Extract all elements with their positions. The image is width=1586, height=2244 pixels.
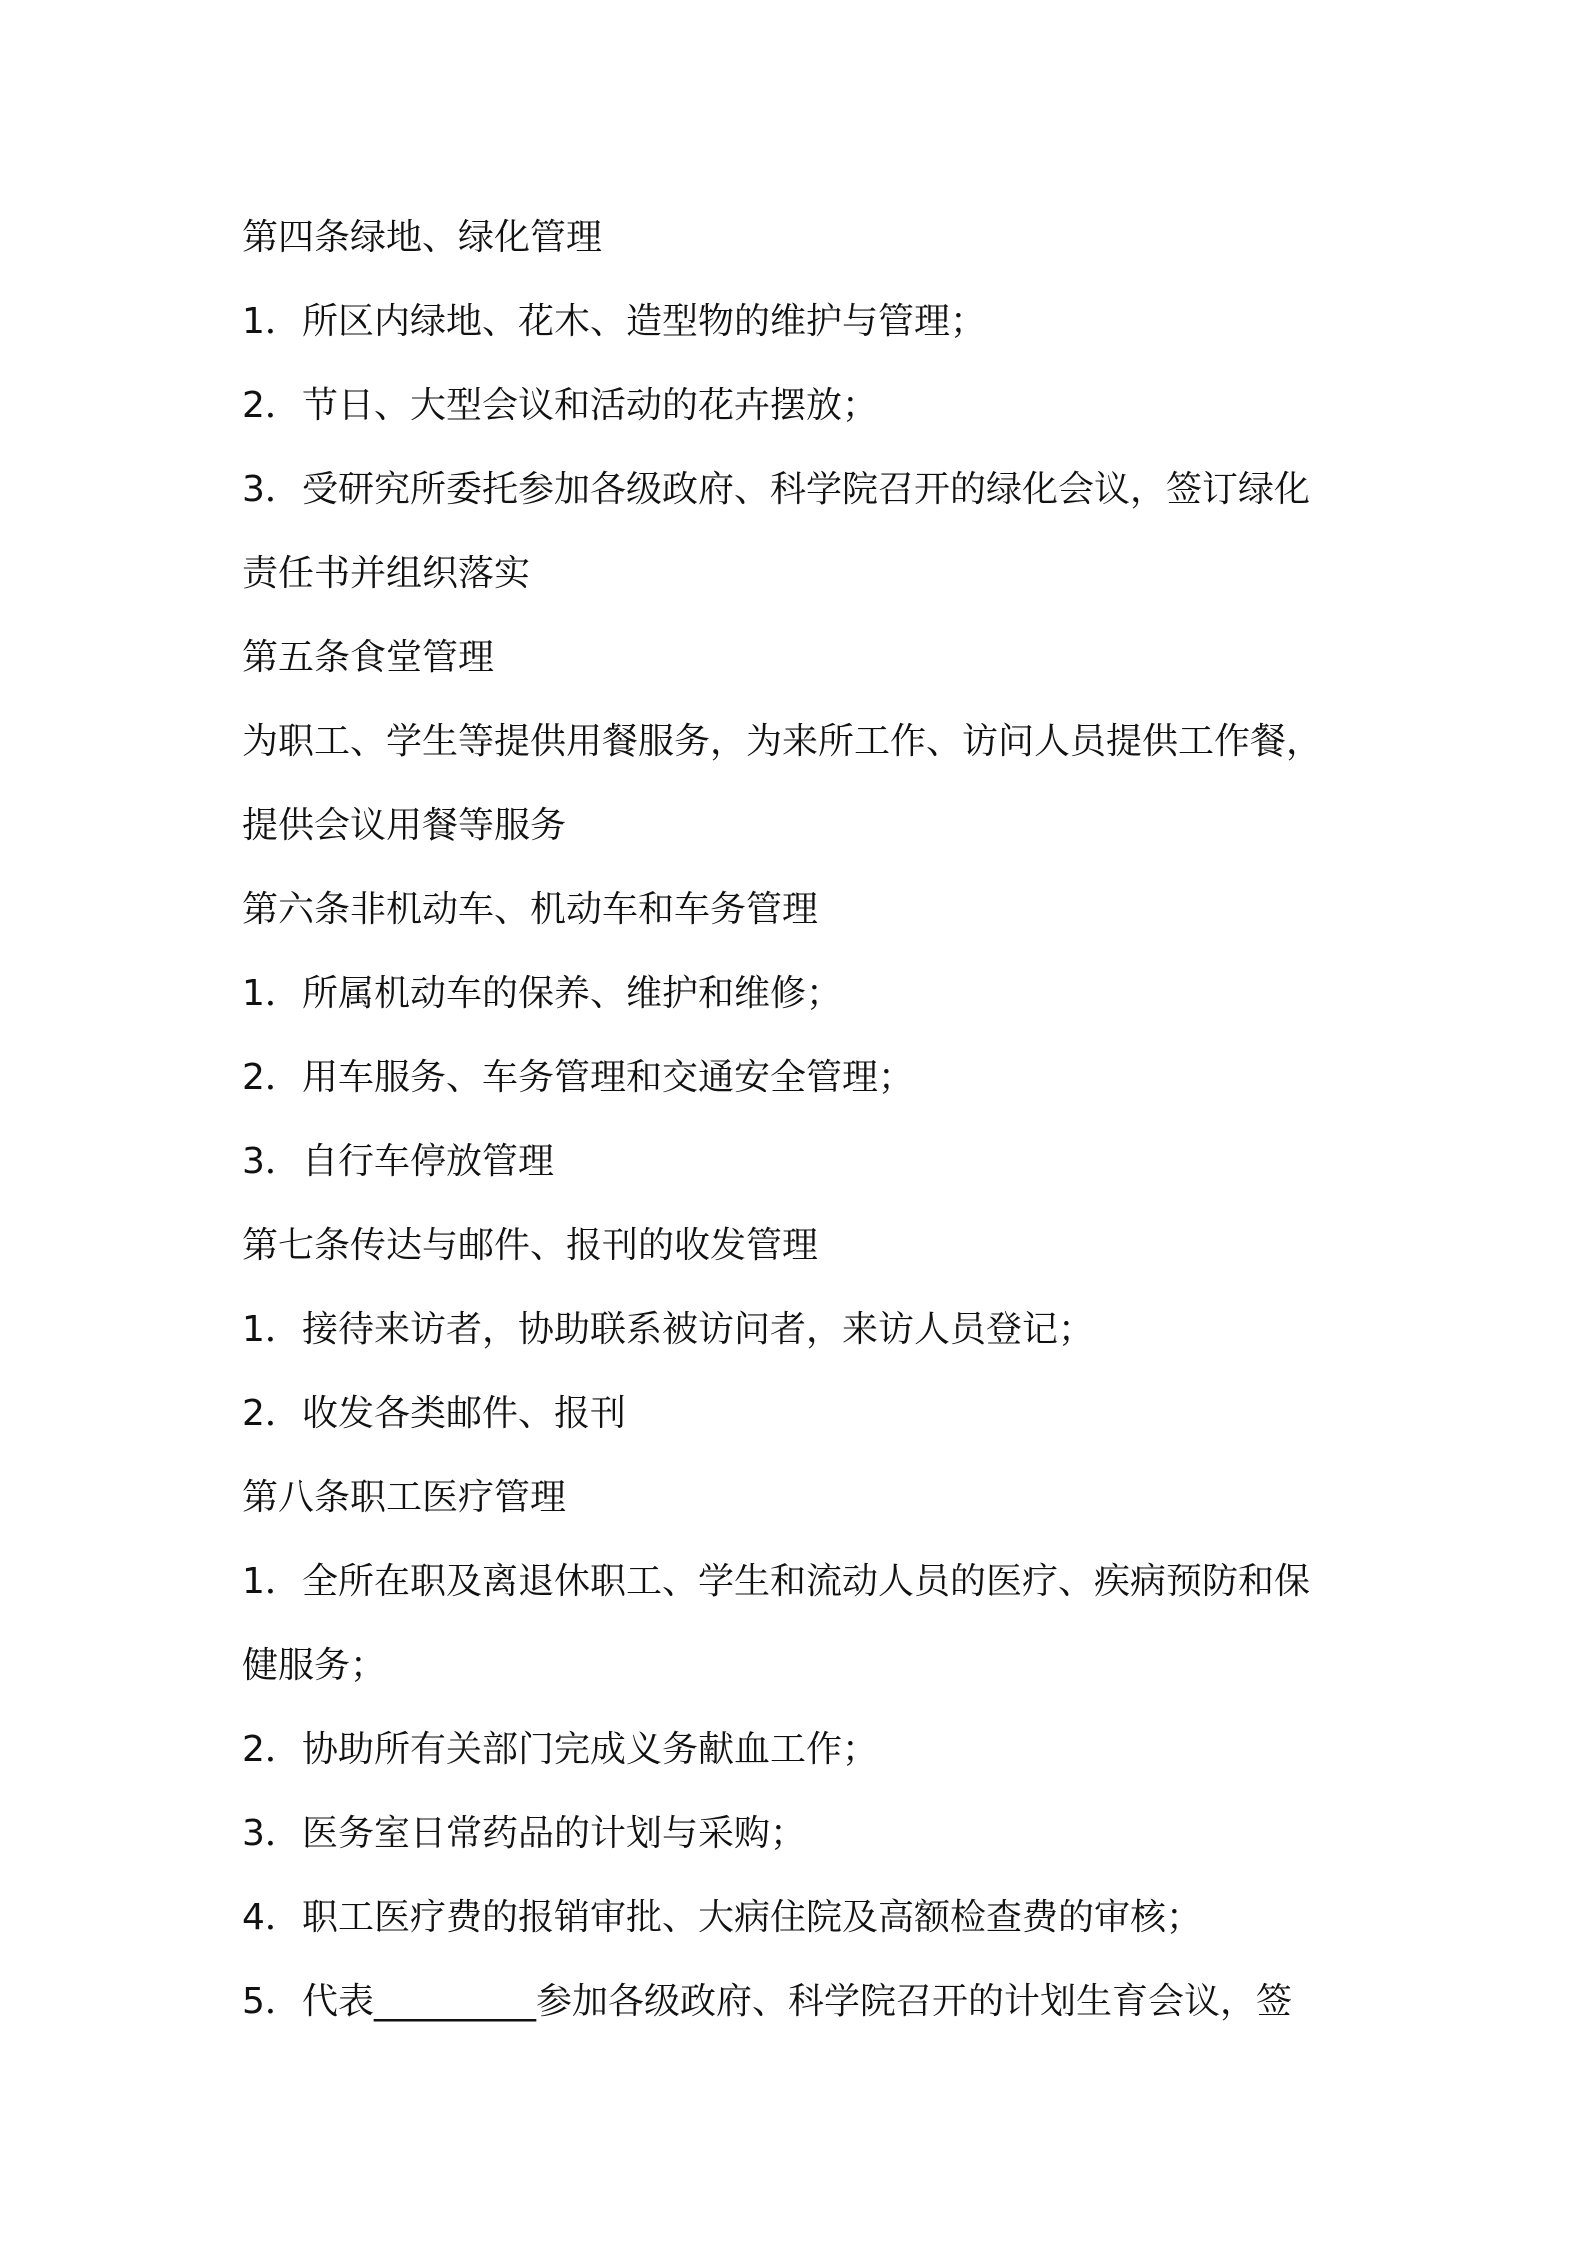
item-number: 1． xyxy=(242,973,301,1014)
item-text: 自行车停放管理 xyxy=(302,1141,555,1182)
item-number: 3． xyxy=(242,469,301,510)
list-item xyxy=(242,280,1360,364)
item-number: 2． xyxy=(242,1393,301,1434)
section-heading: 第七条传达与邮件、报刊的收发管理 xyxy=(242,1225,819,1266)
item-text: 医务室日常药品的计划与采购； xyxy=(302,1813,807,1854)
paragraph-line: 为职工、学生等提供用餐服务，为来所工作、访问人员提供工作餐， xyxy=(242,721,1323,762)
item-text: 所属机动车的保养、维护和维修； xyxy=(302,973,843,1014)
item-number: 5． xyxy=(242,1981,301,2022)
item-text: 职工医疗费的报销审批、大病住院及高额检查费的审核； xyxy=(302,1897,1203,1938)
section-heading: 第八条职工医疗管理 xyxy=(242,1477,567,1518)
item-number: 1． xyxy=(242,301,301,342)
item-number: 2． xyxy=(242,385,301,426)
section-heading: 第六条非机动车、机动车和车务管理 xyxy=(242,889,819,930)
item-number: 3． xyxy=(242,1141,301,1182)
list-item xyxy=(242,364,1360,448)
continuation-line: 提供会议用餐等服务 xyxy=(242,805,567,846)
list-item xyxy=(242,1960,1360,2044)
item-text: 协助所有关部门完成义务献血工作； xyxy=(302,1729,879,1770)
item-text: 收发各类邮件、报刊 xyxy=(302,1393,627,1434)
continuation-line: 责任书并组织落实 xyxy=(242,553,531,594)
item-number: 1． xyxy=(242,1561,301,1602)
item-text: 代表_________参加各级政府、科学院召开的计划生育会议，签 xyxy=(302,1981,1293,2022)
section-heading: 第五条食堂管理 xyxy=(242,637,495,678)
document-body xyxy=(242,196,1360,2044)
list-item xyxy=(242,1036,1360,1120)
item-text: 用车服务、车务管理和交通安全管理； xyxy=(302,1057,915,1098)
item-number: 2． xyxy=(242,1057,301,1098)
list-item xyxy=(242,1876,1360,1960)
list-item xyxy=(242,1792,1360,1876)
list-item xyxy=(242,952,1360,1036)
item-text: 接待来访者，协助联系被访问者，来访人员登记； xyxy=(302,1309,1095,1350)
list-item xyxy=(242,1120,1360,1204)
item-number: 1． xyxy=(242,1309,301,1350)
list-item xyxy=(242,448,1360,532)
item-number: 3． xyxy=(242,1813,301,1854)
list-item xyxy=(242,1372,1360,1456)
list-item xyxy=(242,1708,1360,1792)
item-text: 节日、大型会议和活动的花卉摆放； xyxy=(302,385,879,426)
item-text: 受研究所委托参加各级政府、科学院召开的绿化会议，签订绿化 xyxy=(302,469,1311,510)
item-number: 2． xyxy=(242,1729,301,1770)
item-number: 4． xyxy=(242,1897,301,1938)
item-text: 全所在职及离退休职工、学生和流动人员的医疗、疾病预防和保 xyxy=(302,1561,1311,1602)
list-item xyxy=(242,1288,1360,1372)
list-item xyxy=(242,1540,1360,1624)
continuation-line: 健服务； xyxy=(242,1645,387,1686)
section-heading: 第四条绿地、绿化管理 xyxy=(242,217,603,258)
item-text: 所区内绿地、花木、造型物的维护与管理； xyxy=(302,301,987,342)
